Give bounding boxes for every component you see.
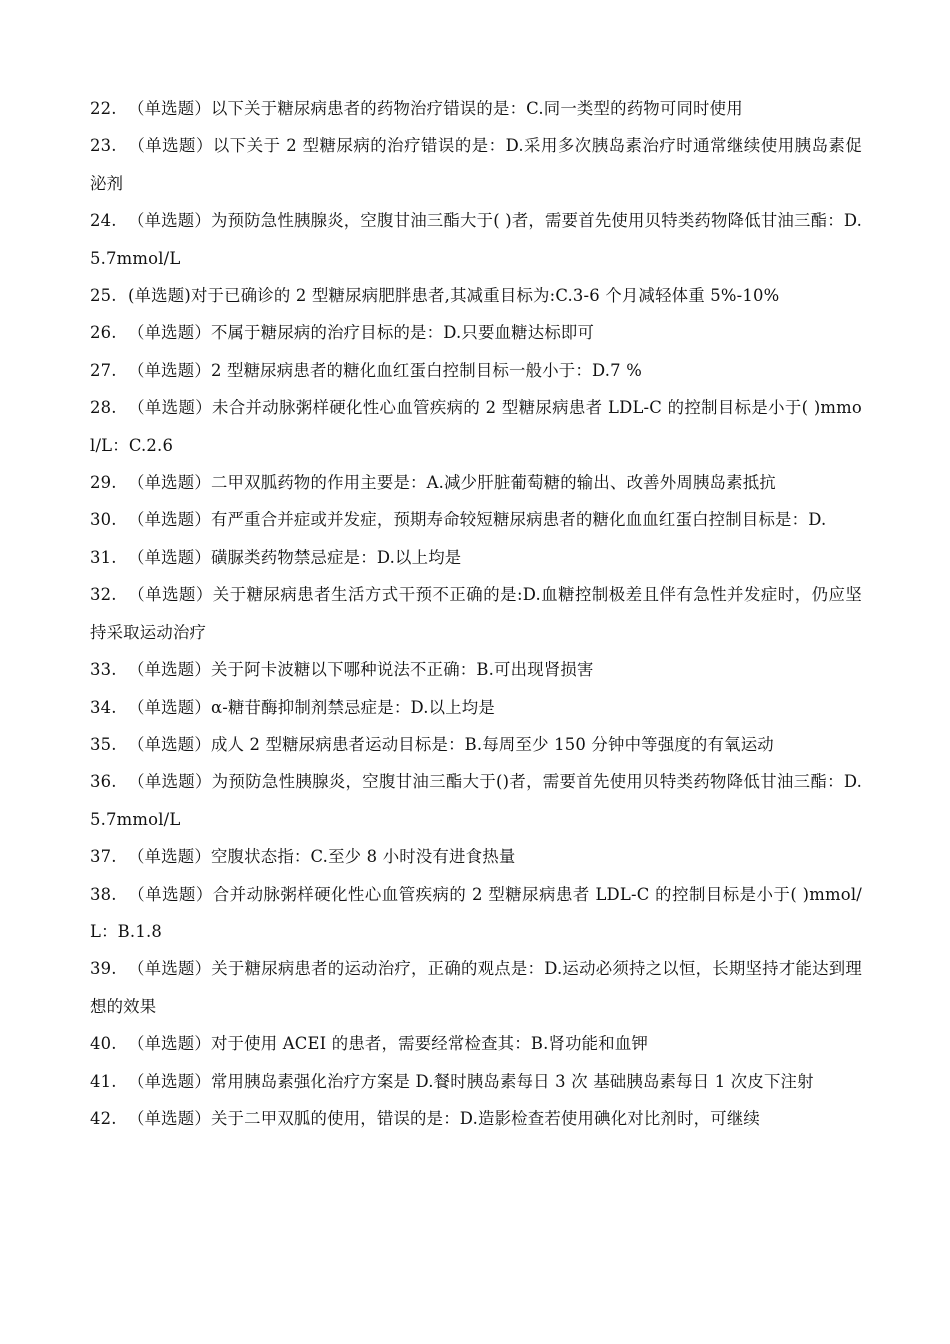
question-number: 35. <box>90 734 117 754</box>
question-item <box>90 277 862 314</box>
document-page <box>90 90 862 1137</box>
question-text: （单选题）以下关于 2 型糖尿病的治疗错误的是：D.采用多次胰岛素治疗时通常继续使用胰岛素促泌剂 <box>90 136 862 193</box>
question-number: 33. <box>90 660 117 680</box>
question-number: 25. <box>90 286 117 306</box>
question-number: 24. <box>90 211 117 231</box>
question-item <box>90 352 862 389</box>
question-number: 42. <box>90 1108 117 1128</box>
question-text: （单选题）不属于糖尿病的治疗目标的是：D.只要血糖达标即可 <box>128 323 595 343</box>
question-item <box>90 464 862 501</box>
question-text: （单选题）关于阿卡波糖以下哪种说法不正确：B.可出现肾损害 <box>128 660 594 680</box>
question-number: 30. <box>90 510 117 530</box>
question-number: 41. <box>90 1071 117 1091</box>
question-item <box>90 1063 862 1100</box>
question-text: (单选题)对于已确诊的 2 型糖尿病肥胖患者,其减重目标为:C.3-6 个月减轻体重 5%-10% <box>128 286 780 306</box>
question-item <box>90 1100 862 1137</box>
question-item <box>90 127 862 202</box>
question-text: （单选题）关于糖尿病患者生活方式干预不正确的是:D.血糖控制极差且伴有急性并发症时，仍应坚持采取运动治疗 <box>90 585 862 642</box>
question-item <box>90 1025 862 1062</box>
question-number: 39. <box>90 959 117 979</box>
question-number: 37. <box>90 847 117 867</box>
question-number: 29. <box>90 473 117 493</box>
question-text: （单选题）二甲双胍药物的作用主要是：A.减少肝脏葡萄糖的输出、改善外周胰岛素抵抗 <box>128 473 776 493</box>
question-number: 28. <box>90 398 117 418</box>
question-item <box>90 876 862 951</box>
question-text: （单选题）2 型糖尿病患者的糖化血红蛋白控制目标一般小于：D.7 % <box>128 360 642 380</box>
question-number: 32. <box>90 585 117 605</box>
question-item <box>90 689 862 726</box>
question-number: 40. <box>90 1034 117 1054</box>
question-text: （单选题）关于二甲双胍的使用，错误的是：D.造影检查若使用碘化对比剂时，可继续 <box>128 1108 761 1128</box>
question-text: （单选题）为预防急性胰腺炎，空腹甘油三酯大于( )者，需要首先使用贝特类药物降低甘油三酯：D.5.7mmol/L <box>90 211 862 268</box>
question-item <box>90 539 862 576</box>
question-text: （单选题）空腹状态指：C.至少 8 小时没有进食热量 <box>128 847 516 867</box>
question-text: （单选题）对于使用 ACEI 的患者，需要经常检查其：B.肾功能和血钾 <box>128 1034 649 1054</box>
question-number: 38. <box>90 884 117 904</box>
question-number: 36. <box>90 772 117 792</box>
question-text: （单选题）未合并动脉粥样硬化性心血管疾病的 2 型糖尿病患者 LDL-C 的控制目标是小于( )mmol/L：C.2.6 <box>90 398 862 455</box>
question-text: （单选题）常用胰岛素强化治疗方案是 D.餐时胰岛素每日 3 次 基础胰岛素每日 1 次皮下注射 <box>128 1071 814 1091</box>
question-text: （单选题）为预防急性胰腺炎，空腹甘油三酯大于()者，需要首先使用贝特类药物降低甘油三酯：D.5.7mmol/L <box>90 772 862 829</box>
question-item <box>90 576 862 651</box>
question-number: 31. <box>90 547 117 567</box>
question-text: （单选题）以下关于糖尿病患者的药物治疗错误的是：C.同一类型的药物可同时使用 <box>128 99 743 118</box>
question-item <box>90 501 862 538</box>
question-text: （单选题）α-糖苷酶抑制剂禁忌症是：D.以上均是 <box>128 697 495 717</box>
question-item <box>90 950 862 1025</box>
question-item <box>90 90 862 127</box>
question-item <box>90 389 862 464</box>
question-text: （单选题）磺脲类药物禁忌症是：D.以上均是 <box>128 547 462 567</box>
question-number: 22. <box>90 99 117 118</box>
question-item <box>90 314 862 351</box>
question-item <box>90 838 862 875</box>
question-text: （单选题）有严重合并症或并发症，预期寿命较短糖尿病患者的糖化血血红蛋白控制目标是：D. <box>128 510 827 530</box>
question-item <box>90 651 862 688</box>
question-text: （单选题）关于糖尿病患者的运动治疗，正确的观点是：D.运动必须持之以恒，长期坚持才能达到理想的效果 <box>90 959 862 1016</box>
question-number: 23. <box>90 136 117 156</box>
question-number: 27. <box>90 360 117 380</box>
question-item <box>90 202 862 277</box>
question-number: 26. <box>90 323 117 343</box>
question-text: （单选题）合并动脉粥样硬化性心血管疾病的 2 型糖尿病患者 LDL-C 的控制目标是小于( )mmol/L：B.1.8 <box>90 884 862 941</box>
question-item <box>90 763 862 838</box>
question-item <box>90 726 862 763</box>
question-number: 34. <box>90 697 117 717</box>
question-text: （单选题）成人 2 型糖尿病患者运动目标是：B.每周至少 150 分钟中等强度的有氧运动 <box>128 734 774 754</box>
